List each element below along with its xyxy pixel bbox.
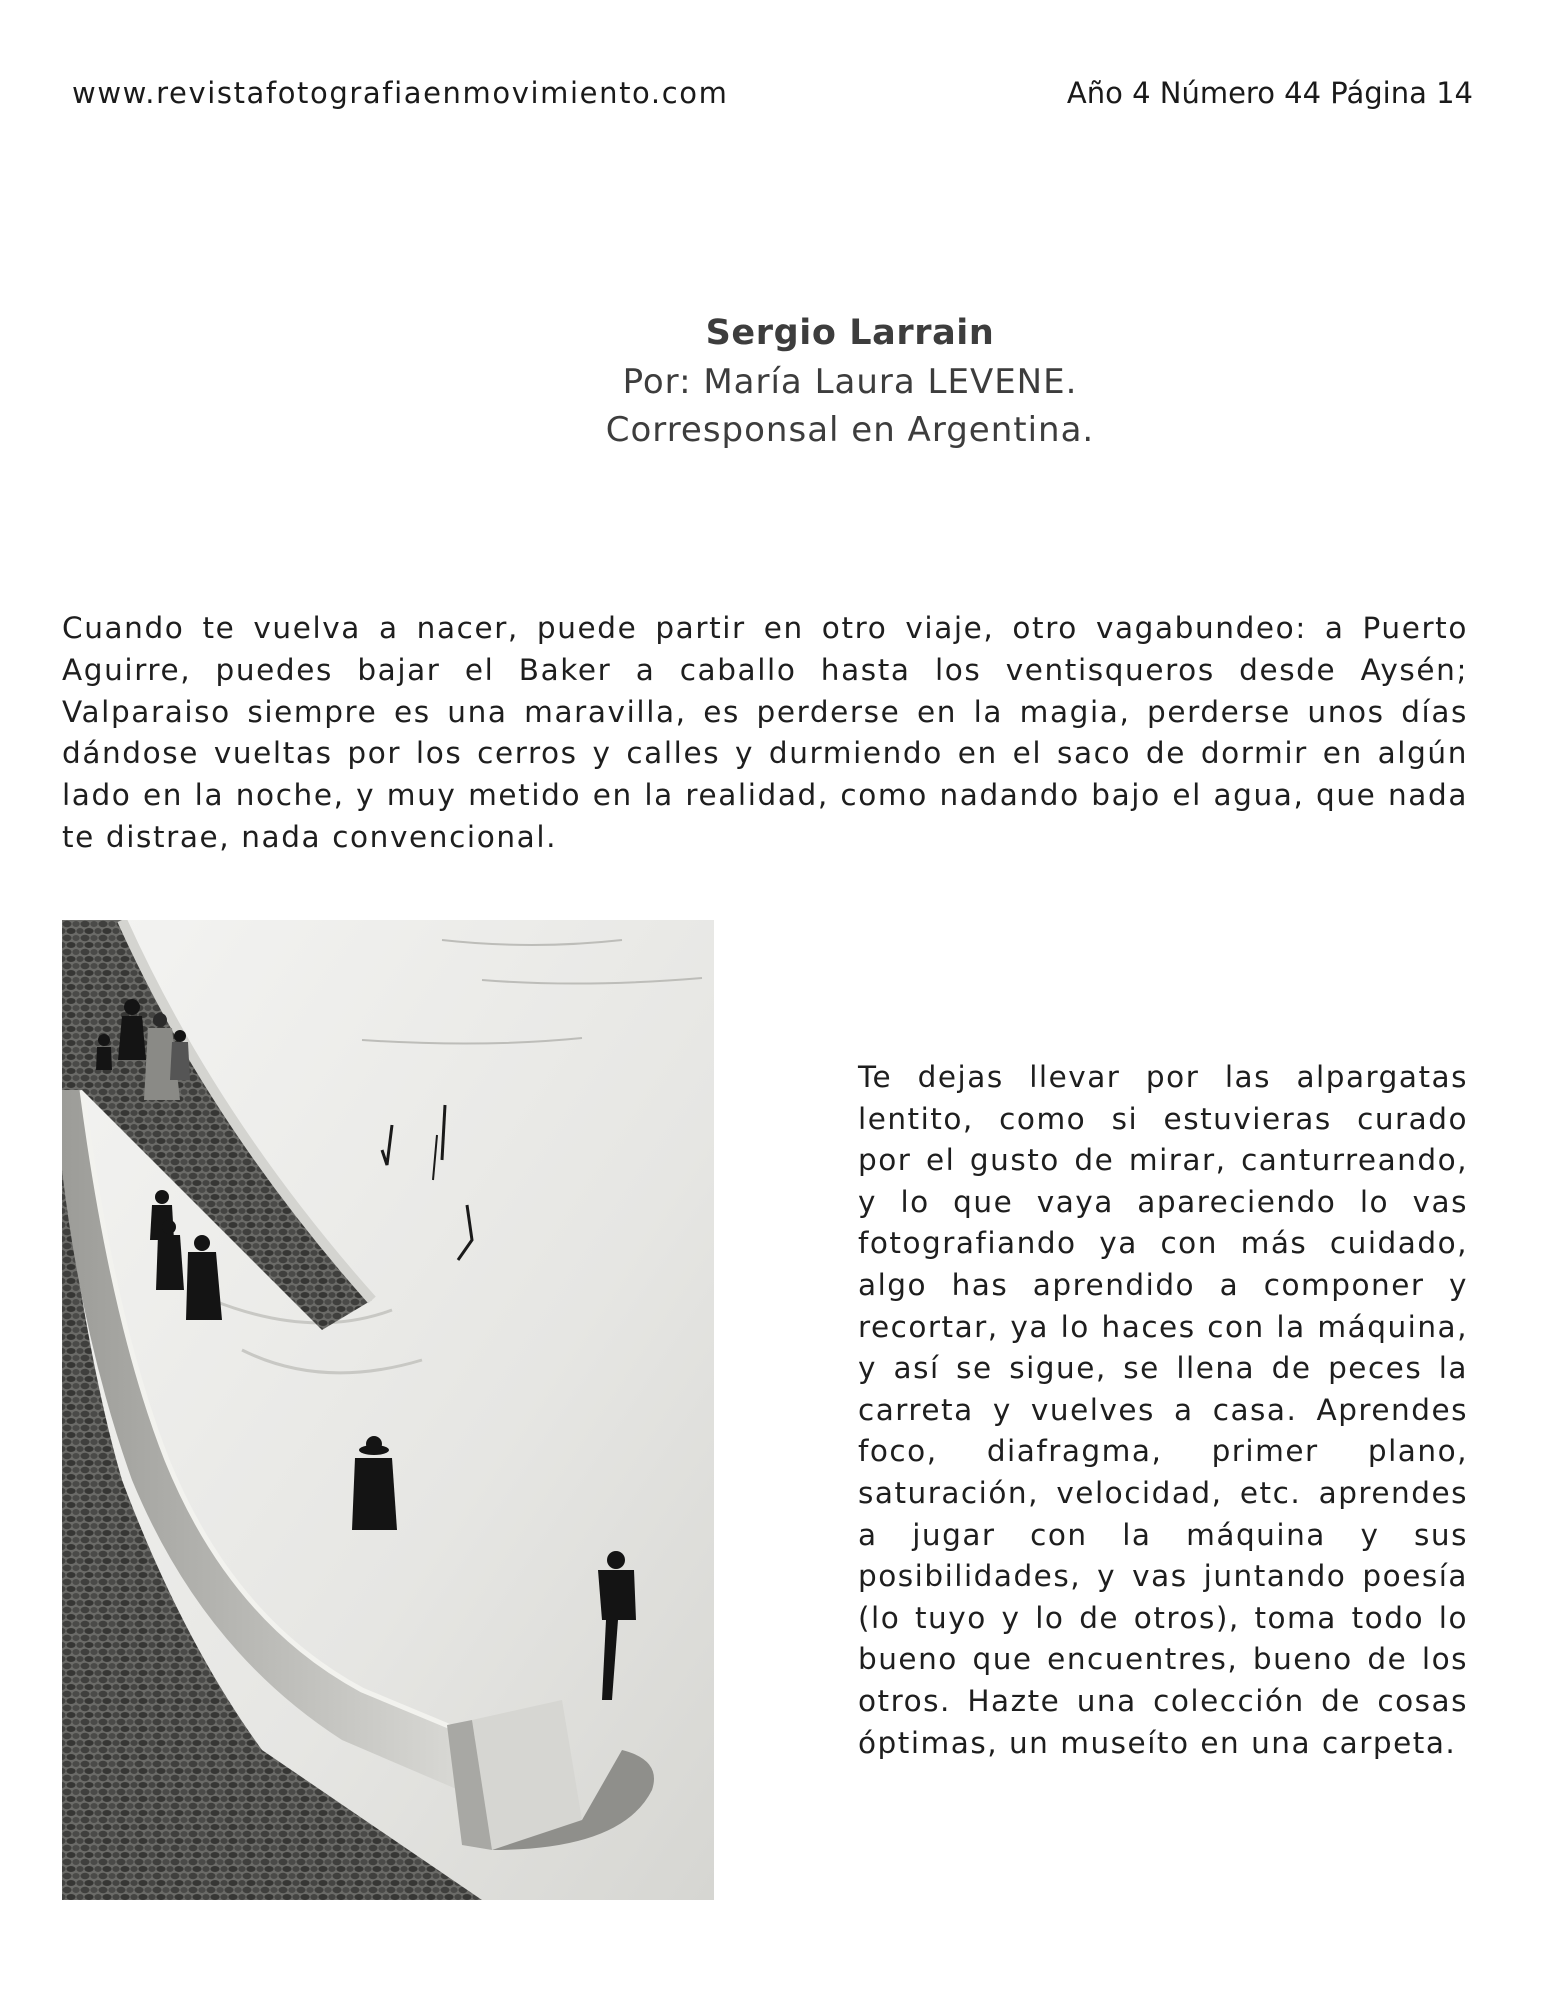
article-title: Sergio Larrain	[705, 313, 995, 353]
quay-photograph	[62, 920, 714, 1900]
photo-illustration	[62, 920, 714, 1900]
issue-info: Año 4 Número 44 Página 14	[1066, 76, 1473, 110]
article-author: Por: María Laura LEVENE.	[622, 362, 1078, 402]
website-url[interactable]: www.revistafotografiaenmovimiento.com	[72, 76, 729, 110]
article-heading	[560, 308, 1140, 454]
article-role: Corresponsal en Argentina.	[605, 410, 1095, 450]
intro-paragraph: Cuando te vuelva a nacer, puede partir en otro viaje, otro vagabundeo: a Puerto Aguirre, puedes bajar el Baker a caballo hasta los ventisqueros desde Aysén; Valparaiso siempre es una maravilla, es perderse en la magia, perderse unos días dándose vueltas por los cerros y calles y durmiendo en el saco de dormir en algún lado en la noche, y muy metido en la realidad, como nadando bajo el agua, que nada te distrae, nada convencional.	[62, 611, 1468, 854]
body-paragraph: Te dejas llevar por las alpargatas lentito, como si estuvieras curado por el gusto de mirar, canturreando, y lo que vaya apareciendo lo vas fotografiando ya con más cuidado, algo has aprendido a componer y recortar, ya lo haces con la máquina, y así se sigue, se llena de peces la carreta y vuelves a casa. Aprendes foco, diafragma, primer plano, saturación, velocidad, etc. aprendes a jugar con la máquina y sus posibilidades, y vas juntando poesía (lo tuyo y lo de otros), toma todo lo bueno que encuentres, bueno de los otros. Hazte una colección de cosas óptimas, un museíto en una carpeta.	[858, 1060, 1468, 1760]
